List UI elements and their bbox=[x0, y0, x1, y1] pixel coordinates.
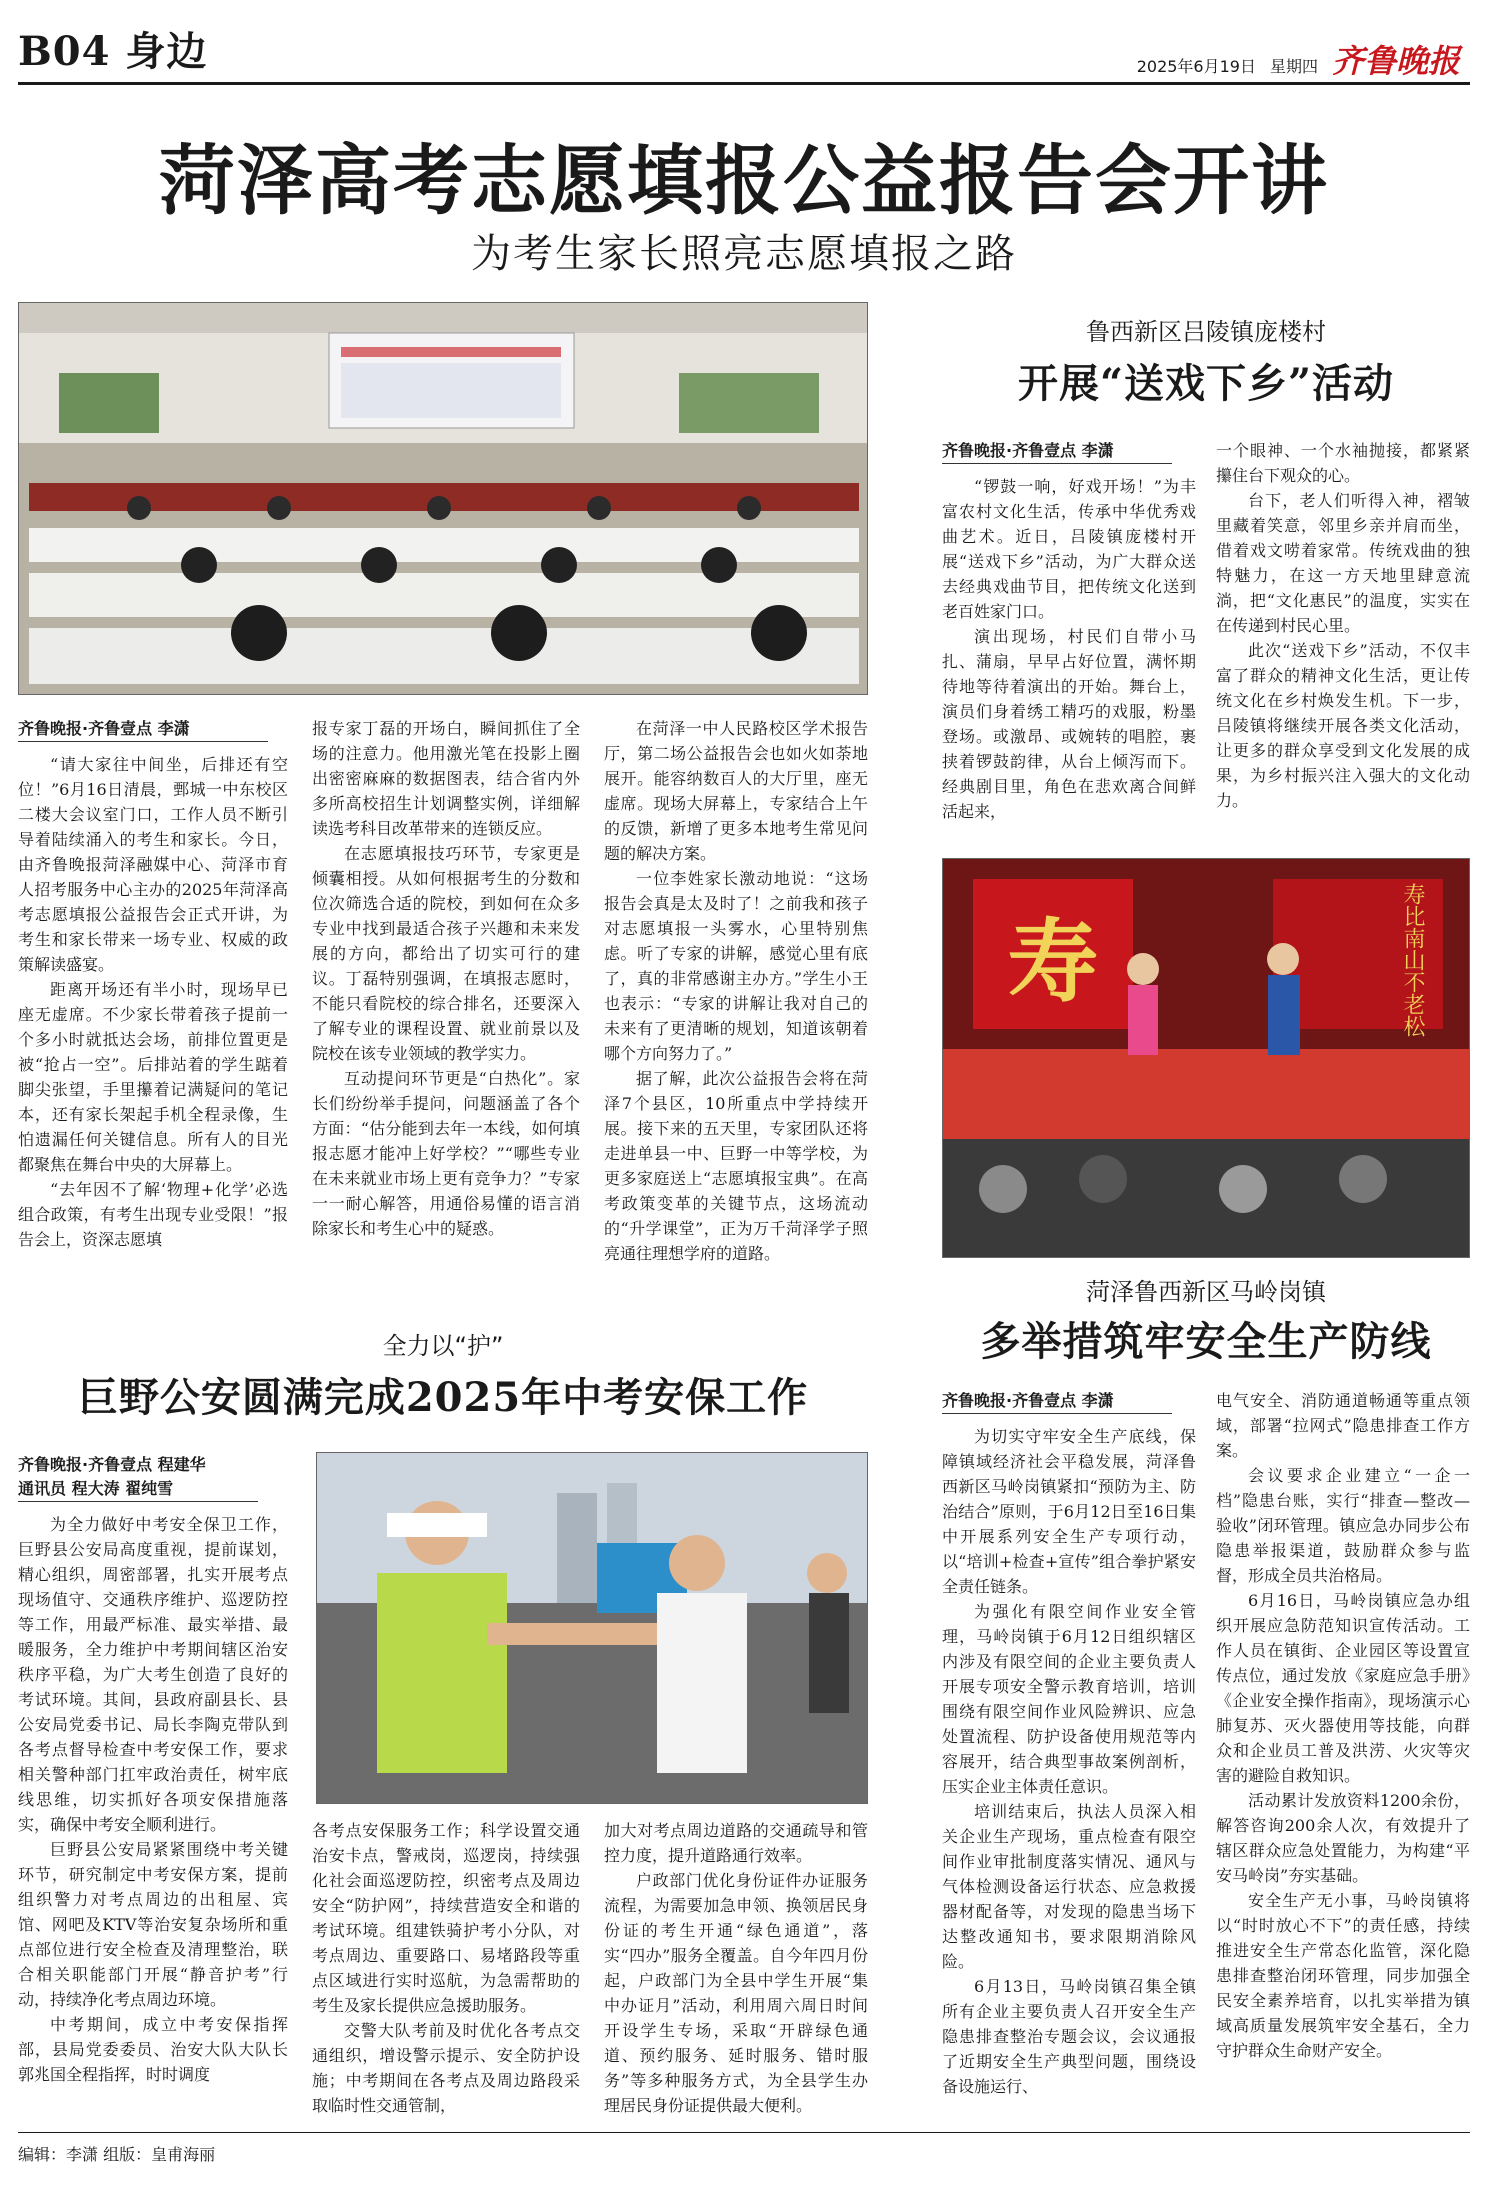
paragraph: 各考点安保服务工作；科学设置交通治安卡点，警戒岗，巡逻岗，持续强化社会面巡逻防控，织密考点及周边安全“防护网”，持续营造安全和谐的考试环境。组建铁骑护考小分队，对考点周边、重要路口、易堵路段等重点区域进行实时巡航，为急需帮助的考生及家长提供应急援助服务。 bbox=[312, 1821, 580, 2015]
paragraph: 在菏泽一中人民路校区学术报告厅，第二场公益报告会也如火如荼地展开。能容纳数百人的大厅里，座无虚席。现场大屏幕上，专家结合上午的反馈，新增了更多本地考生常见问题的解决方案。 bbox=[604, 719, 868, 863]
opera-column-2 bbox=[1216, 438, 1470, 842]
police-column-3 bbox=[604, 1818, 868, 2124]
paragraph: 距离开场还有半小时，现场早已座无虚席。不少家长带着孩子提前一个多小时就抵达会场，前排位置更是被“抢占一空”。后排站着的学生踮着脚尖张望，手里攥着记满疑问的笔记本，还有家长架起手机全程录像，生怕遗漏任何关键信息。所有人的目光都聚焦在舞台中央的大屏幕上。 bbox=[18, 980, 288, 1174]
editor-credits: 编辑：李潇 组版：皇甫海丽 bbox=[18, 2145, 216, 2164]
lecture-hall-photo bbox=[18, 302, 868, 695]
paragraph: 6月13日，马岭岗镇召集全镇所有企业主要负责人召开安全生产隐患排查整治专题会议，会议通报了近期安全生产典型问题，围绕设备设施运行、 bbox=[942, 1977, 1196, 2096]
paragraph: 此次“送戏下乡”活动，不仅丰富了群众的精神文化生活，更让传统文化在乡村焕发生机。下一步，吕陵镇将继续开展各类文化活动，让更多的群众享受到文化发展的成果，为乡村振兴注入强大的文化动力。 bbox=[1216, 641, 1470, 810]
paragraph: 为全力做好中考安全保卫工作，巨野县公安局高度重视，提前谋划，精心组织，周密部署，扎实开展考点现场值守、交通秩序维护、巡逻防控等工作，用最严标准、最实举措、最暖服务，全力维护中考期间辖区治安秩序平稳，为广大考生创造了良好的考试环境。其间，县政府副县长、县公安局党委书记、局长李陶克带队到各考点督导检查中考安保工作，要求相关警种部门扛牢政治责任，树牢底线思维，切实抓好各项安保措施落实，确保中考安全顺利进行。 bbox=[18, 1515, 288, 1834]
traffic-police-illustration bbox=[317, 1453, 868, 1804]
paper-logo: 齐鲁晚报 bbox=[1331, 42, 1460, 80]
paragraph: “请大家往中间坐，后排还有空位！”6月16日清晨，鄄城一中东校区二楼大会议室门口，工作人员不断引导着陆续涌入的考生和家长。今日，由齐鲁晚报菏泽融媒中心、菏泽市育人招考服务中心主办的2025年菏泽高考志愿填报公益报告会正式开讲，为考生和家长带来一场专业、权威的政策解读盛宴。 bbox=[18, 755, 288, 974]
opera-kicker: 鲁西新区吕陵镇庞楼村 bbox=[1086, 318, 1326, 346]
stage-banner-left: 寿 bbox=[1008, 909, 1098, 1015]
lead-column-3 bbox=[604, 716, 868, 1272]
paragraph: 据了解，此次公益报告会将在菏泽7个县区，10所重点中学持续开展。接下来的五天里，专家团队还将走进单县一中、巨野一中等学校，为更多家庭送上“志愿填报宝典”。在高考政策变革的关键节点，这场流动的“升学课堂”，正为万千菏泽学子照亮通往理想学府的道路。 bbox=[604, 1069, 868, 1263]
paragraph: 交警大队考前及时优化各考点交通组织，增设警示提示、安全防护设施；中考期间在各考点及周边路段采取临时性交通管制， bbox=[312, 2021, 580, 2115]
lecture-hall-illustration bbox=[19, 303, 868, 695]
paragraph: 巨野县公安局紧紧围绕中考关键环节，研究制定中考安保方案，提前组织警力对考点周边的出租屋、宾馆、网吧及KTV等治安复杂场所和重点部位进行安全检查及清理整治，联合相关职能部门开展“静音护考”行动，持续净化考点周边环境。 bbox=[18, 1840, 288, 2009]
safety-kicker: 菏泽鲁西新区马岭岗镇 bbox=[1086, 1278, 1326, 1306]
police-headline: 巨野公安圆满完成2025年中考安保工作 bbox=[77, 1374, 809, 1421]
safety-column-2 bbox=[1216, 1388, 1470, 2124]
paragraph: 户政部门优化身份证件办证服务流程，为需要加急申领、换领居民身份证的考生开通“绿色通道”，落实“四办”服务全覆盖。自今年四月份起，户政部门为全县中学生开展“集中办证月”活动，利用周六周日时间开设学生专场，采取“开辟绿色通道、预约服务、延时服务、错时服务”等多种服务方式，为全县学生办理居民身份证提供最大便利。 bbox=[604, 1871, 868, 2115]
traffic-police-photo bbox=[316, 1452, 868, 1804]
safety-headline: 多举措筑牢安全生产防线 bbox=[980, 1318, 1432, 1365]
police-column-2 bbox=[312, 1818, 580, 2124]
paragraph: 为强化有限空间作业安全管理，马岭岗镇于6月12日组织辖区内涉及有限空间的企业主要负责人开展专项安全警示教育培训，培训围绕有限空间作业风险辨识、应急处置流程、防护设备使用规范等内容展开，结合典型事故案例剖析，压实企业主体责任意识。 bbox=[942, 1602, 1196, 1796]
opera-stage-photo bbox=[942, 858, 1470, 1258]
section-label: B04 身边 bbox=[18, 28, 208, 75]
paragraph: 台下，老人们听得入神，褶皱里藏着笑意，邻里乡亲并肩而坐，借着戏文唠着家常。传统戏曲的独特魅力，在这一方天地里肆意流淌，把“文化惠民”的温度，实实在在传递到村民心里。 bbox=[1216, 491, 1470, 635]
paragraph: 一位李姓家长激动地说：“这场报告会真是太及时了！之前我和孩子对志愿填报一头雾水，心里特别焦虑。听了专家的讲解，感觉心里有底了，真的非常感谢主办方。”学生小王也表示：“专家的讲解让我对自己的未来有了更清晰的规划，知道该朝着哪个方向努力了。” bbox=[604, 869, 868, 1063]
paragraph: 在志愿填报技巧环节，专家更是倾囊相授。从如何根据考生的分数和位次筛选合适的院校，到如何在众多专业中找到最适合孩子兴趣和未来发展的方向，都给出了切实可行的建议。丁磊特别强调，在填报志愿时，不能只看院校的综合排名，还要深入了解专业的课程设置、就业前景以及院校在该专业领域的教学实力。 bbox=[312, 844, 580, 1063]
paragraph: 培训结束后，执法人员深入相关企业生产现场，重点检查有限空间作业审批制度落实情况、通风与气体检测设备运行状态、应急救援器材配备等，对发现的隐患当场下达整改通知书，要求限期消除风险。 bbox=[942, 1802, 1196, 1971]
safety-byline: 齐鲁晚报·齐鲁壹点 李潇 bbox=[942, 1388, 1172, 1414]
paragraph: 中考期间，成立中考安保指挥部，县局党委委员、治安大队大队长郭兆国全程指挥，时时调度 bbox=[18, 2015, 288, 2084]
paragraph: 一个眼神、一个水袖抛接，都紧紧攥住台下观众的心。 bbox=[1216, 441, 1470, 485]
paragraph: 安全生产无小事，马岭岗镇将以“时时放心不下”的责任感，持续推进安全生产常态化监管，深化隐患排查整治闭环管理，同步加强全民安全素养培育，以扎实举措为镇域高质量发展筑牢安全基石，全力守护群众生命财产安全。 bbox=[1216, 1891, 1470, 2060]
lead-column-1 bbox=[18, 752, 288, 1272]
paragraph: 6月16日，马岭岗镇应急办组织开展应急防范知识宣传活动。工作人员在镇街、企业园区等设置宣传点位，通过发放《家庭应急手册》《企业安全操作指南》，现场演示心肺复苏、灭火器使用等技能，向群众和企业员工普及洪涝、火灾等灾害的避险自救知识。 bbox=[1216, 1591, 1470, 1785]
paragraph: 报专家丁磊的开场白，瞬间抓住了全场的注意力。他用激光笔在投影上圈出密密麻麻的数据图表，结合省内外多所高校招生计划调整实例，详细解读选考科目改革带来的连锁反应。 bbox=[312, 719, 580, 838]
paragraph: 加大对考点周边道路的交通疏导和管控力度，提升道路通行效率。 bbox=[604, 1821, 868, 1865]
footer-rule bbox=[18, 2132, 1470, 2133]
masthead-info bbox=[1137, 36, 1460, 82]
lead-column-2 bbox=[312, 716, 580, 1272]
issue-weekday: 星期四 bbox=[1269, 57, 1318, 76]
opera-headline: 开展“送戏下乡”活动 bbox=[1017, 360, 1394, 407]
header-rule bbox=[18, 82, 1470, 85]
paragraph: 会议要求企业建立“一企一档”隐患台账，实行“排查—整改—验收”闭环管理。镇应急办同步公布隐患举报渠道，鼓励群众参与监督，形成全员共治格局。 bbox=[1216, 1466, 1470, 1585]
lead-headline: 菏泽高考志愿填报公益报告会开讲 bbox=[159, 136, 1329, 225]
paragraph: 互动提问环节更是“白热化”。家长们纷纷举手提问，问题涵盖了各个方面：“估分能到去年一本线，如何填报志愿才能冲上好学校？”“哪些专业在未来就业市场上更有竞争力？”专家一一耐心解答，用通俗易懂的语言消除家长和考生心中的疑惑。 bbox=[312, 1069, 580, 1238]
police-byline: 齐鲁晚报·齐鲁壹点 程建华 bbox=[18, 1455, 206, 1474]
police-column-1 bbox=[18, 1512, 288, 2124]
opera-byline: 齐鲁晚报·齐鲁壹点 李潇 bbox=[942, 438, 1172, 464]
safety-column-1 bbox=[942, 1424, 1196, 2124]
paragraph: “去年因不了解‘物理+化学’必选组合政策，有考生出现专业受限！”报告会上，资深志愿填 bbox=[18, 1180, 288, 1249]
paragraph: “锣鼓一响，好戏开场！”为丰富农村文化生活，传承中华优秀戏曲艺术。近日，吕陵镇庞楼村开展“送戏下乡”活动，为广大群众送去经典戏曲节目，把传统文化送到老百姓家门口。 bbox=[942, 477, 1196, 621]
police-byline-correspondent: 通讯员 程大涛 翟纯雪 bbox=[18, 1476, 258, 1502]
issue-date: 2025年6月19日 bbox=[1136, 57, 1256, 76]
lead-byline: 齐鲁晚报·齐鲁壹点 李潇 bbox=[18, 716, 268, 742]
paragraph: 活动累计发放资料1200余份，解答咨询200余人次，有效提升了辖区群众应急处置能力，为构建“平安马岭岗”夯实基础。 bbox=[1216, 1791, 1470, 1885]
lead-subheadline: 为考生家长照亮志愿填报之路 bbox=[471, 231, 1017, 277]
stage-banner-right: 寿比南山不老松 bbox=[1400, 883, 1425, 1037]
paragraph: 演出现场，村民们自带小马扎、蒲扇，早早占好位置，满怀期待地等待着演出的开始。舞台上，演员们身着绣工精巧的戏服，粉墨登场。或激昂、或婉转的唱腔，裹挟着锣鼓韵律，从台上倾泻而下。经典剧目里，角色在悲欢离合间鲜活起来， bbox=[942, 627, 1196, 821]
paragraph: 为切实守牢安全生产底线，保障镇域经济社会平稳发展，菏泽鲁西新区马岭岗镇紧扣“预防为主、防治结合”原则，于6月12日至16日集中开展系列安全生产专项行动，以“培训+检查+宣传”组合拳护紧安全责任链条。 bbox=[942, 1427, 1196, 1596]
opera-column-1 bbox=[942, 474, 1196, 842]
police-kicker: 全力以“护” bbox=[382, 1332, 504, 1360]
paragraph: 电气安全、消防通道畅通等重点领域，部署“拉网式”隐患排查工作方案。 bbox=[1216, 1391, 1470, 1460]
